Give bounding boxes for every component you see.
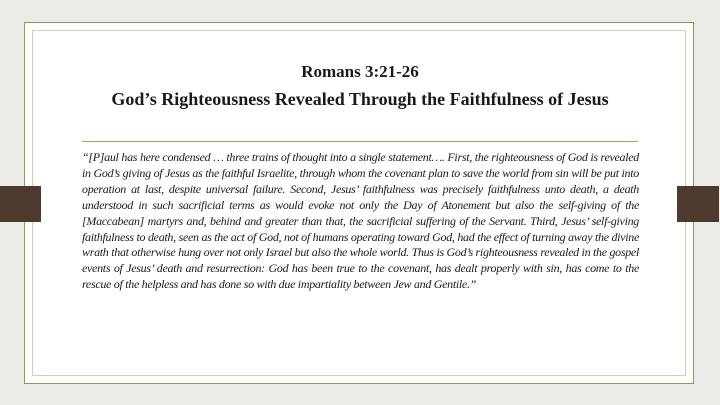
quote-text: “[P]aul has here condensed … three trains of thought into a single statement…. First, the righteousness of God is revealed in God’s giving of Jesus as the faithful Israelite, through whom the covenant plan to save the world from sin will be put into operation at last, despite universal failure. Second, Jesus’ faithfulness was precisely faithfulness unto death, a death understood in such sacrificial terms as would evoke not only the Day of Atonement but also the self-giving of the [Maccabean] martyrs and, behind and greater than that, the sacrificial suffering of the Servant. Third, Jesus’ self-giving faithfulness to death, seen as the act of God, not of humans operating toward God, had the effect of turning away the divine wrath that otherwise hung over not only Israel but also the whole world. Thus is God’s righteousness revealed in the gospel events of Jesus’ death and resurrection: God has been true to the covenant, has dealt properly with sin, has come to the rescue of the helpless and has done so with due impartiality between Jew and Gentile.” [82,150,639,292]
title-divider [82,141,638,142]
left-side-tab [0,186,41,222]
slide-title: Romans 3:21-26 [301,62,419,81]
right-side-tab [677,186,719,222]
slide-subtitle: God’s Righteousness Revealed Through the Faithfulness of Jesus [111,89,609,109]
